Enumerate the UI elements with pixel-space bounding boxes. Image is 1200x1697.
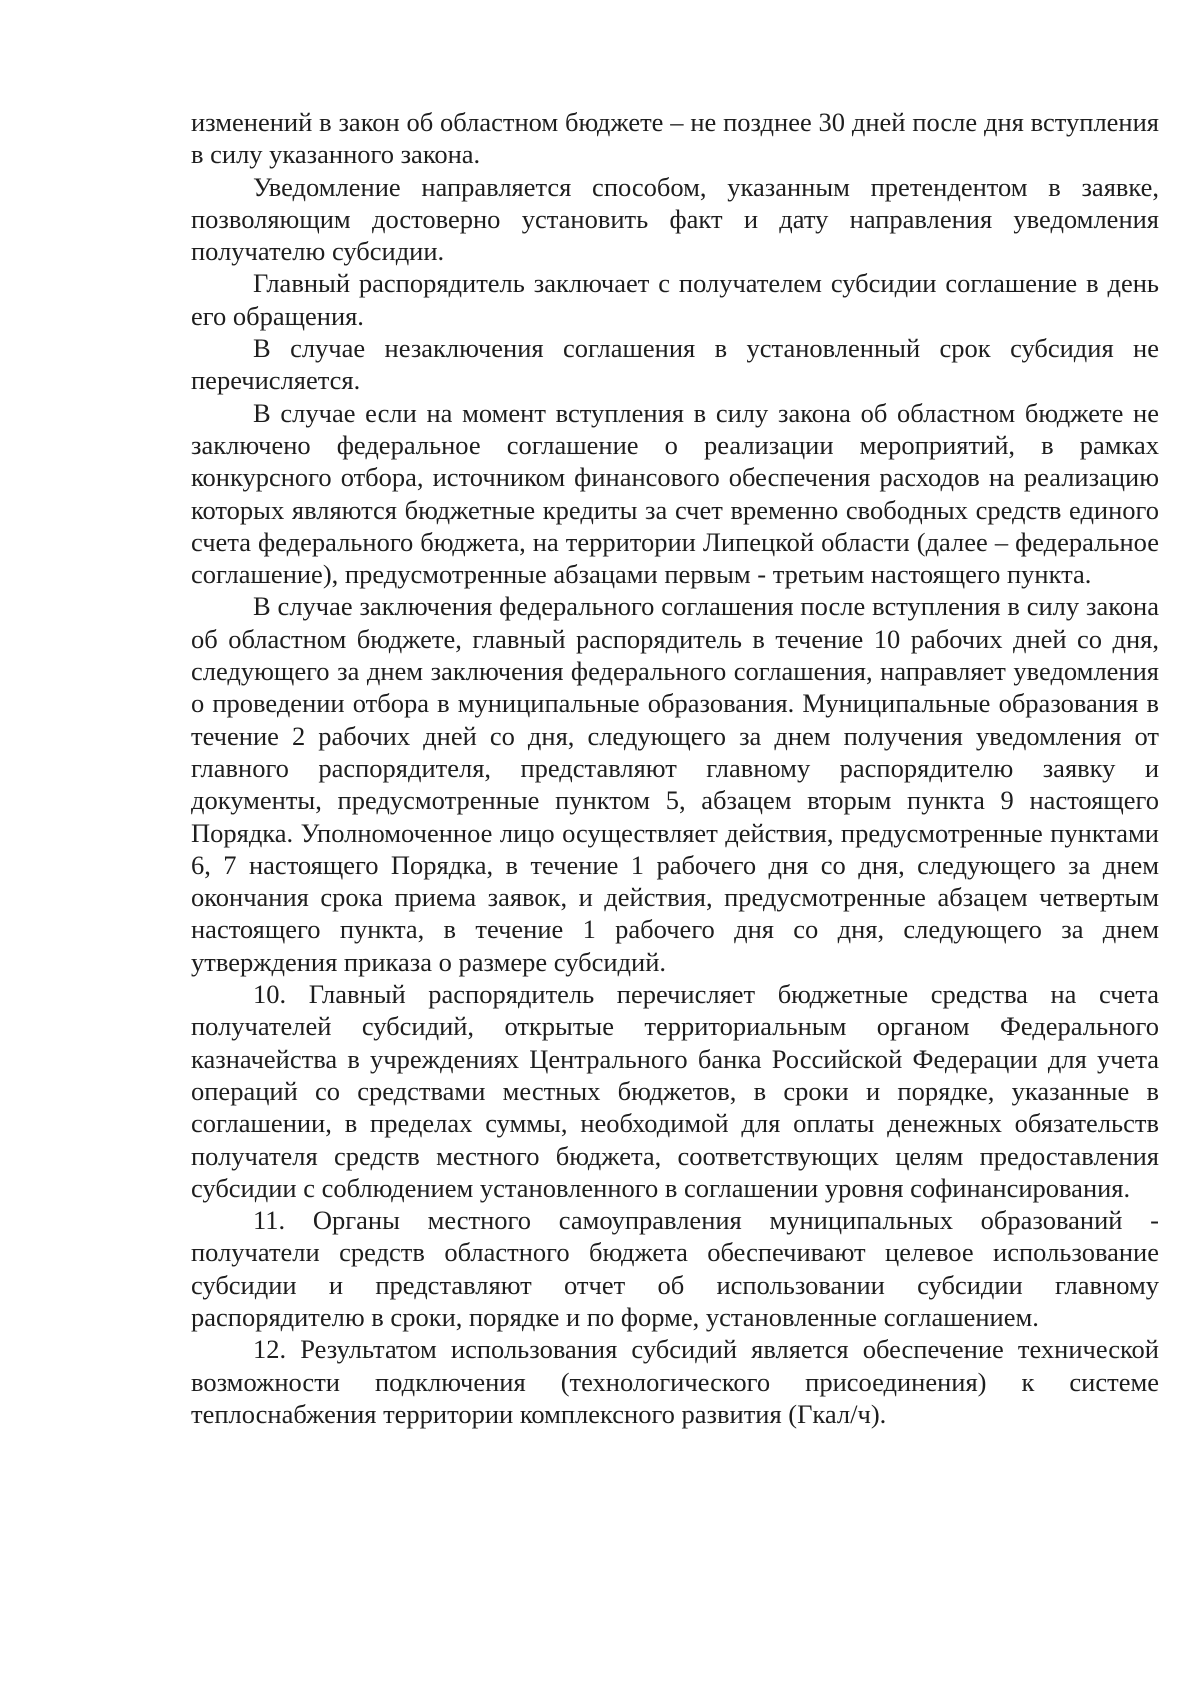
paragraph-continuation: изменений в закон об областном бюджете – не позднее 30 дней после дня вступления в силу указанного закона. bbox=[191, 107, 1159, 170]
paragraph-agreement-conclusion: Главный распорядитель заключает с получателем субсидии соглашение в день его обращения. bbox=[191, 268, 1159, 331]
paragraph-non-conclusion: В случае незаключения соглашения в установленный срок субсидия не перечисляется. bbox=[191, 333, 1159, 396]
paragraph-item-12: 12. Результатом использования субсидий является обеспечение технической возможности подключения (технологического присоединения) к системе теплоснабжения территории комплексного развития (Гкал/ч). bbox=[191, 1334, 1159, 1429]
paragraph-item-10: 10. Главный распорядитель перечисляет бюджетные средства на счета получателей субсидий, открытые территориальным органом Федерального казначейства в учреждениях Центрального банка Российской Федерации для учета операций со средствами местных бюджетов, в сроки и порядке, указанные в соглашении, в пределах суммы, необходимой для оплаты денежных обязательств получателя средств местного бюджета, соответствующих целям предоставления субсидии с соблюдением установленного в соглашении уровня софинансирования. bbox=[191, 979, 1159, 1203]
document-page bbox=[191, 106, 1159, 1430]
paragraph-notification-method: Уведомление направляется способом, указанным претендентом в заявке, позволяющим достоверно установить факт и дату направления уведомления получателю субсидии. bbox=[191, 171, 1159, 267]
paragraph-federal-agreement-concluded: В случае заключения федерального соглашения после вступления в силу закона об областном бюджете, главный распорядитель в течение 10 рабочих дней со дня, следующего за днем заключения федерального соглашения, направляет уведомления о проведении отбора в муниципальные образования. Муниципальные образования в течение 2 рабочих дней со дня, следующего за днем получения уведомления от главного распорядителя, представляют главному распорядителю заявку и документы, предусмотренные пунктом 5, абзацем вторым пункта 9 настоящего Порядка. Уполномоченное лицо осуществляет действия, предусмотренные пунктами 6, 7 настоящего Порядка, в течение 1 рабочего дня со дня, следующего за днем окончания срока приема заявок, и действия, предусмотренные абзацем четвертым настоящего пункта, в течение 1 рабочего дня со дня, следующего за днем утверждения приказа о размере субсидий. bbox=[191, 591, 1159, 977]
paragraph-item-11: 11. Органы местного самоуправления муниципальных образований - получатели средств областного бюджета обеспечивают целевое использование субсидии и представляют отчет об использовании субсидии главному распорядителю в сроки, порядке и по форме, установленные соглашением. bbox=[191, 1205, 1159, 1332]
paragraph-federal-agreement-absent: В случае если на момент вступления в силу закона об областном бюджете не заключено федеральное соглашение о реализации мероприятий, в рамках конкурсного отбора, источником финансового обеспечения расходов на реализацию которых являются бюджетные кредиты за счет временно свободных средств единого счета федерального бюджета, на территории Липецкой области (далее – федеральное соглашение), предусмотренные абзацами первым - третьим настоящего пункта. bbox=[191, 397, 1159, 590]
